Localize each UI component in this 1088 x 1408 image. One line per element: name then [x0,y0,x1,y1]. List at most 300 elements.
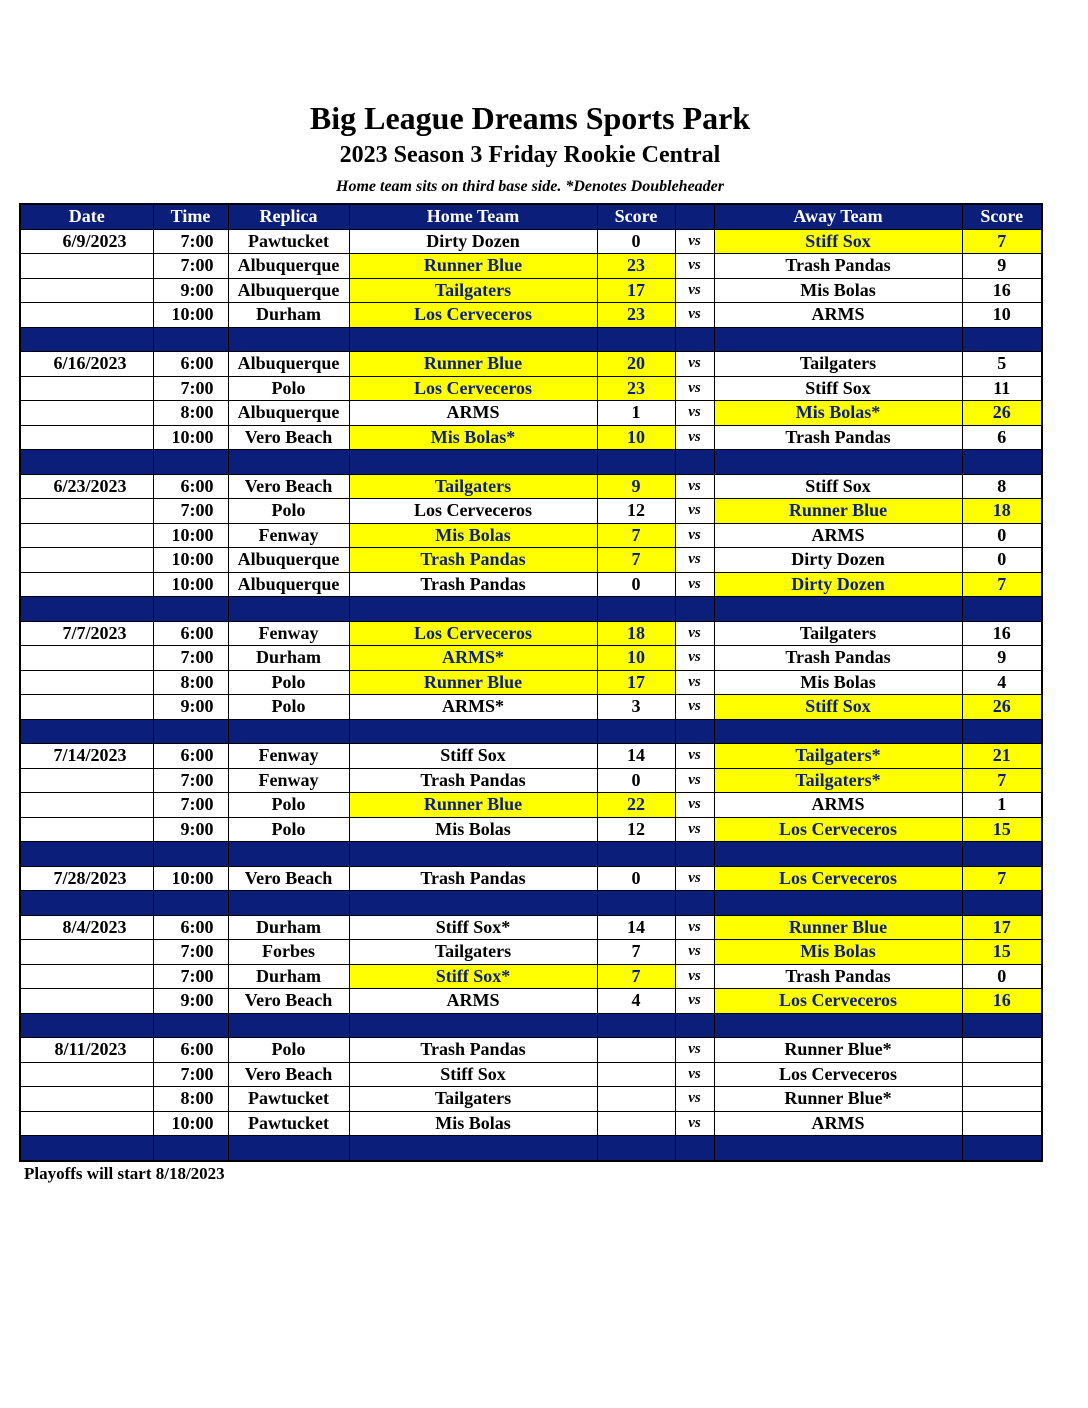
home-team: Runner Blue [349,352,597,377]
table-row [20,352,1042,377]
separator-cell [714,1013,962,1038]
game-date [20,964,153,989]
game-replica: Pawtucket [228,229,349,254]
home-score: 12 [597,499,675,524]
separator-cell [153,327,228,352]
separator-cell [714,1136,962,1161]
away-score: 0 [962,548,1042,573]
separator-cell [20,327,153,352]
separator-cell [962,450,1042,475]
separator-cell [597,597,675,622]
home-team: Mis Bolas [349,523,597,548]
col-away-score: Score [962,204,1042,229]
away-team: Trash Pandas [714,964,962,989]
separator-cell [962,1136,1042,1161]
home-team: Los Cerveceros [349,376,597,401]
table-row [20,1038,1042,1063]
vs-label: vs [675,229,714,254]
game-time: 10:00 [153,425,228,450]
away-score: 15 [962,817,1042,842]
col-home-score: Score [597,204,675,229]
game-time: 9:00 [153,278,228,303]
game-date: 7/14/2023 [20,744,153,769]
away-score: 7 [962,229,1042,254]
separator-cell [228,327,349,352]
home-team: ARMS* [349,646,597,671]
separator-cell [962,842,1042,867]
table-row [20,915,1042,940]
away-score [962,1038,1042,1063]
vs-label: vs [675,474,714,499]
home-score: 17 [597,278,675,303]
home-score: 0 [597,229,675,254]
game-time: 7:00 [153,229,228,254]
game-time: 10:00 [153,866,228,891]
home-team: ARMS [349,989,597,1014]
home-team: Runner Blue [349,793,597,818]
game-date [20,523,153,548]
week-separator [20,842,1042,867]
vs-label: vs [675,1038,714,1063]
vs-label: vs [675,523,714,548]
vs-label: vs [675,768,714,793]
home-team: Trash Pandas [349,572,597,597]
home-score: 7 [597,523,675,548]
home-score [597,1087,675,1112]
home-score [597,1038,675,1063]
home-score: 0 [597,768,675,793]
game-time: 10:00 [153,523,228,548]
home-team: ARMS* [349,695,597,720]
away-score: 6 [962,425,1042,450]
table-row [20,254,1042,279]
separator-cell [20,891,153,916]
game-replica: Fenway [228,621,349,646]
game-date [20,254,153,279]
separator-cell [962,327,1042,352]
vs-label: vs [675,1111,714,1136]
home-score: 9 [597,474,675,499]
game-time: 6:00 [153,621,228,646]
separator-cell [153,597,228,622]
away-team: Tailgaters* [714,744,962,769]
game-date: 7/7/2023 [20,621,153,646]
vs-label: vs [675,670,714,695]
separator-cell [962,1013,1042,1038]
vs-label: vs [675,1062,714,1087]
home-score: 7 [597,548,675,573]
separator-cell [597,891,675,916]
away-team: Runner Blue [714,915,962,940]
game-replica: Albuquerque [228,254,349,279]
game-replica: Polo [228,376,349,401]
game-replica: Vero Beach [228,989,349,1014]
table-row [20,278,1042,303]
separator-cell [153,891,228,916]
game-replica: Fenway [228,744,349,769]
away-score: 9 [962,254,1042,279]
game-replica: Albuquerque [228,572,349,597]
away-team: Mis Bolas [714,940,962,965]
game-replica: Fenway [228,768,349,793]
home-team: Tailgaters [349,1087,597,1112]
game-replica: Durham [228,646,349,671]
separator-cell [20,842,153,867]
away-score: 21 [962,744,1042,769]
away-team: Tailgaters [714,621,962,646]
home-score: 14 [597,744,675,769]
separator-cell [349,1013,597,1038]
game-replica: Albuquerque [228,278,349,303]
separator-cell [153,450,228,475]
home-score [597,1062,675,1087]
away-team: Stiff Sox [714,376,962,401]
game-time: 9:00 [153,817,228,842]
table-row [20,1062,1042,1087]
game-date [20,548,153,573]
away-team: Mis Bolas [714,670,962,695]
separator-cell [714,719,962,744]
vs-label: vs [675,1087,714,1112]
away-score [962,1087,1042,1112]
table-row [20,229,1042,254]
separator-cell [349,891,597,916]
separator-cell [714,597,962,622]
away-team: Los Cerveceros [714,866,962,891]
away-score: 16 [962,989,1042,1014]
game-time: 10:00 [153,572,228,597]
separator-cell [675,842,714,867]
vs-label: vs [675,866,714,891]
header-row [20,204,1042,229]
vs-label: vs [675,548,714,573]
game-date: 6/23/2023 [20,474,153,499]
game-time: 7:00 [153,793,228,818]
home-team: Runner Blue [349,254,597,279]
away-team: Trash Pandas [714,425,962,450]
away-score: 8 [962,474,1042,499]
separator-cell [714,842,962,867]
home-score: 0 [597,866,675,891]
away-team: ARMS [714,523,962,548]
game-replica: Vero Beach [228,425,349,450]
table-row [20,572,1042,597]
home-team: Stiff Sox* [349,915,597,940]
game-replica: Polo [228,817,349,842]
vs-label: vs [675,621,714,646]
game-date [20,572,153,597]
game-replica: Vero Beach [228,1062,349,1087]
vs-label: vs [675,989,714,1014]
game-replica: Forbes [228,940,349,965]
schedule-body [20,229,1042,1161]
page-subtitle: 2023 Season 3 Friday Rookie Central [339,142,721,168]
away-score: 0 [962,523,1042,548]
home-team: Mis Bolas* [349,425,597,450]
game-replica: Durham [228,915,349,940]
game-time: 7:00 [153,768,228,793]
home-team: Dirty Dozen [349,229,597,254]
col-vs [675,204,714,229]
separator-cell [153,1013,228,1038]
home-score: 20 [597,352,675,377]
home-score: 1 [597,401,675,426]
separator-cell [597,327,675,352]
game-replica: Polo [228,1038,349,1063]
game-date [20,768,153,793]
game-replica: Vero Beach [228,866,349,891]
home-score: 23 [597,303,675,328]
separator-cell [153,842,228,867]
away-score: 16 [962,621,1042,646]
col-away-team: Away Team [714,204,962,229]
table-row [20,817,1042,842]
game-time: 9:00 [153,989,228,1014]
game-time: 7:00 [153,376,228,401]
game-replica: Polo [228,499,349,524]
away-score: 26 [962,401,1042,426]
home-team: Stiff Sox* [349,964,597,989]
separator-cell [675,719,714,744]
table-row [20,964,1042,989]
separator-cell [675,1136,714,1161]
away-team: Stiff Sox [714,695,962,720]
away-team: Dirty Dozen [714,572,962,597]
home-team: Trash Pandas [349,1038,597,1063]
table-row [20,499,1042,524]
playoffs-note: Playoffs will start 8/18/2023 [24,1164,225,1183]
home-score: 3 [597,695,675,720]
vs-label: vs [675,695,714,720]
separator-cell [962,891,1042,916]
col-time: Time [153,204,228,229]
away-score: 7 [962,572,1042,597]
separator-cell [228,891,349,916]
table-row [20,670,1042,695]
separator-cell [675,327,714,352]
separator-cell [153,719,228,744]
away-score: 16 [962,278,1042,303]
away-score: 0 [962,964,1042,989]
home-team: Los Cerveceros [349,621,597,646]
vs-label: vs [675,817,714,842]
vs-label: vs [675,352,714,377]
separator-cell [228,450,349,475]
separator-cell [597,1136,675,1161]
game-date [20,817,153,842]
vs-label: vs [675,425,714,450]
game-time: 7:00 [153,940,228,965]
game-date [20,989,153,1014]
separator-cell [597,842,675,867]
game-replica: Pawtucket [228,1087,349,1112]
separator-cell [349,1136,597,1161]
away-team: Tailgaters* [714,768,962,793]
col-date: Date [20,204,153,229]
away-team: ARMS [714,793,962,818]
separator-cell [675,891,714,916]
game-date [20,401,153,426]
away-score [962,1111,1042,1136]
game-time: 10:00 [153,548,228,573]
separator-cell [20,597,153,622]
vs-label: vs [675,915,714,940]
game-time: 6:00 [153,744,228,769]
away-score: 15 [962,940,1042,965]
home-score: 0 [597,572,675,597]
home-team: Los Cerveceros [349,499,597,524]
away-score: 5 [962,352,1042,377]
home-team: Tailgaters [349,278,597,303]
separator-cell [597,1013,675,1038]
game-date [20,670,153,695]
game-time: 6:00 [153,1038,228,1063]
away-team: Stiff Sox [714,229,962,254]
col-home-team: Home Team [349,204,597,229]
home-team: Los Cerveceros [349,303,597,328]
table-row [20,1087,1042,1112]
separator-cell [228,597,349,622]
table-row [20,940,1042,965]
game-replica: Polo [228,670,349,695]
game-time: 7:00 [153,964,228,989]
home-score: 12 [597,817,675,842]
vs-label: vs [675,793,714,818]
away-score: 4 [962,670,1042,695]
away-score [962,1062,1042,1087]
game-time: 8:00 [153,670,228,695]
table-row [20,548,1042,573]
away-score: 7 [962,768,1042,793]
week-separator [20,1013,1042,1038]
week-separator [20,891,1042,916]
game-date [20,646,153,671]
vs-label: vs [675,964,714,989]
away-score: 18 [962,499,1042,524]
game-date: 8/11/2023 [20,1038,153,1063]
table-row [20,744,1042,769]
away-score: 10 [962,303,1042,328]
separator-cell [20,450,153,475]
game-time: 6:00 [153,915,228,940]
home-team: Stiff Sox [349,744,597,769]
away-score: 17 [962,915,1042,940]
table-row [20,474,1042,499]
home-score: 10 [597,425,675,450]
vs-label: vs [675,376,714,401]
game-date [20,278,153,303]
separator-cell [675,1013,714,1038]
game-time: 10:00 [153,1111,228,1136]
game-replica: Albuquerque [228,548,349,573]
away-team: Stiff Sox [714,474,962,499]
table-row [20,989,1042,1014]
home-team: Tailgaters [349,474,597,499]
game-replica: Albuquerque [228,401,349,426]
home-team: Mis Bolas [349,817,597,842]
game-replica: Durham [228,964,349,989]
game-time: 8:00 [153,1087,228,1112]
game-time: 10:00 [153,303,228,328]
table-row [20,523,1042,548]
home-team: Mis Bolas [349,1111,597,1136]
game-replica: Polo [228,695,349,720]
game-date: 6/9/2023 [20,229,153,254]
separator-cell [349,597,597,622]
table-row [20,401,1042,426]
vs-label: vs [675,254,714,279]
separator-cell [714,450,962,475]
home-team: Trash Pandas [349,548,597,573]
away-team: Los Cerveceros [714,817,962,842]
away-score: 26 [962,695,1042,720]
vs-label: vs [675,303,714,328]
week-separator [20,1136,1042,1161]
separator-cell [675,450,714,475]
home-score: 10 [597,646,675,671]
away-score: 7 [962,866,1042,891]
vs-label: vs [675,646,714,671]
home-score: 7 [597,940,675,965]
away-team: Dirty Dozen [714,548,962,573]
table-row [20,646,1042,671]
game-time: 6:00 [153,352,228,377]
separator-cell [349,327,597,352]
table-row [20,425,1042,450]
game-replica: Vero Beach [228,474,349,499]
home-score: 18 [597,621,675,646]
away-team: Los Cerveceros [714,989,962,1014]
separator-cell [153,1136,228,1161]
home-team: Stiff Sox [349,1062,597,1087]
away-team: ARMS [714,303,962,328]
away-team: Mis Bolas [714,278,962,303]
home-score: 23 [597,376,675,401]
game-replica: Durham [228,303,349,328]
away-team: Runner Blue* [714,1038,962,1063]
game-date: 7/28/2023 [20,866,153,891]
away-team: Tailgaters [714,352,962,377]
separator-cell [20,1013,153,1038]
separator-cell [228,1013,349,1038]
separator-cell [349,719,597,744]
home-score: 22 [597,793,675,818]
table-row [20,303,1042,328]
game-time: 8:00 [153,401,228,426]
away-team: Trash Pandas [714,646,962,671]
home-score: 14 [597,915,675,940]
away-score: 9 [962,646,1042,671]
page-title: Big League Dreams Sports Park [309,100,751,136]
vs-label: vs [675,940,714,965]
table-row [20,793,1042,818]
game-time: 6:00 [153,474,228,499]
separator-cell [714,891,962,916]
game-date [20,376,153,401]
separator-cell [349,450,597,475]
schedule-note: Home team sits on third base side. *Denotes Doubleheader [336,178,724,195]
away-team: ARMS [714,1111,962,1136]
away-team: Mis Bolas* [714,401,962,426]
home-team: ARMS [349,401,597,426]
separator-cell [962,597,1042,622]
away-team: Trash Pandas [714,254,962,279]
game-date: 6/16/2023 [20,352,153,377]
game-date [20,1062,153,1087]
week-separator [20,597,1042,622]
separator-cell [228,842,349,867]
separator-cell [20,719,153,744]
